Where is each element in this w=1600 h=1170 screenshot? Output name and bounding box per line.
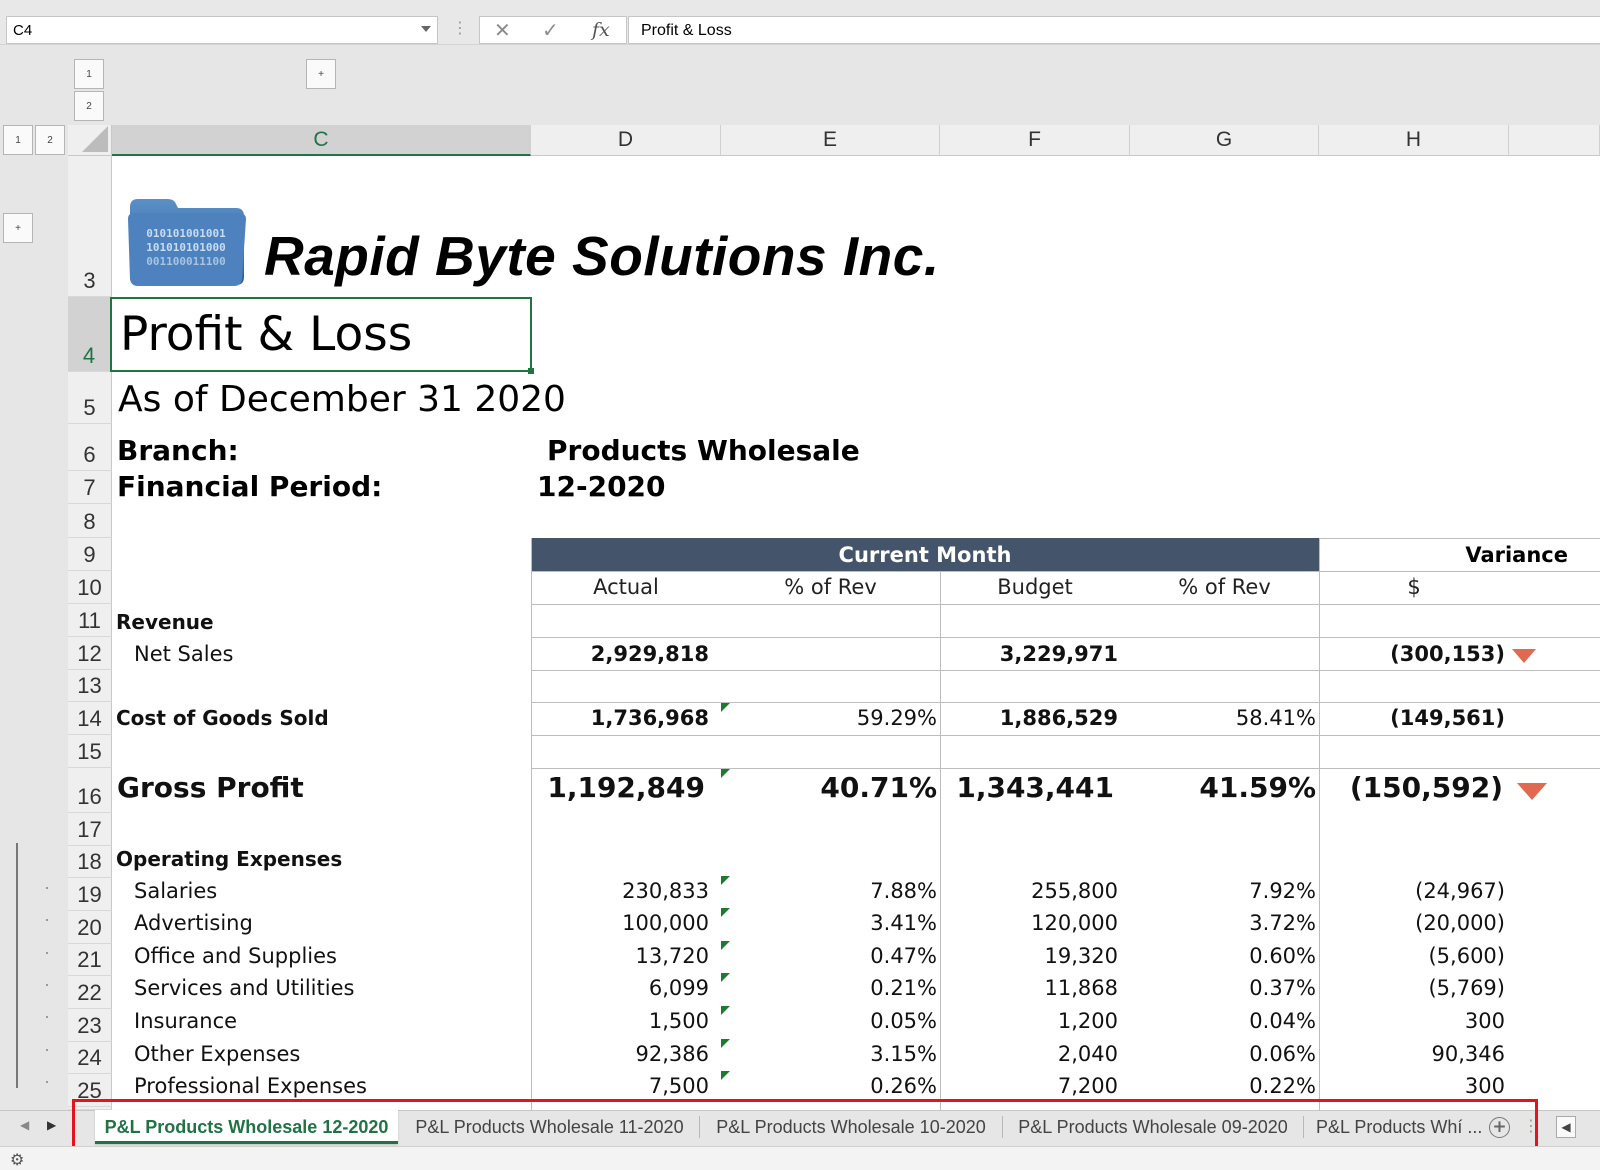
row-header-23[interactable]: 23 [68, 1009, 112, 1042]
expense-budget-pct[interactable]: 0.22% [1249, 1074, 1316, 1098]
tab-scroll-left-icon[interactable]: ◀ [20, 1118, 30, 1132]
expense-budget[interactable]: 255,800 [1031, 879, 1118, 903]
outline-dot [46, 1081, 48, 1083]
add-sheet-icon[interactable]: + [1489, 1117, 1510, 1138]
revenue-label[interactable]: Revenue [116, 610, 214, 634]
expense-label[interactable]: Services and Utilities [134, 976, 355, 1000]
row-header-3[interactable]: 3 [68, 156, 112, 297]
cogs-label[interactable]: Cost of Goods Sold [116, 706, 329, 730]
net-sales-actual[interactable]: 2,929,818 [590, 642, 709, 666]
expense-variance[interactable]: (5,769) [1428, 976, 1505, 1000]
select-all-corner[interactable] [68, 125, 112, 156]
expense-actual[interactable]: 92,386 [635, 1042, 709, 1066]
expense-actual-pct[interactable]: 3.15% [870, 1042, 937, 1066]
gross-profit-actual-pct[interactable]: 40.71% [820, 771, 937, 804]
gross-profit-budget[interactable]: 1,343,441 [956, 771, 1114, 804]
tab-scroll-right-icon[interactable]: ▶ [47, 1118, 57, 1132]
formula-input[interactable]: Profit & Loss [628, 16, 1600, 44]
tab-pl-09-2020[interactable]: P&L Products Wholesale 09-2020 [1018, 1117, 1288, 1137]
outline-group-bar[interactable] [16, 843, 18, 1088]
expense-budget-pct[interactable]: 0.37% [1249, 976, 1316, 1000]
tab-pl-12-2020[interactable]: P&L Products Wholesale 12-2020 [95, 1110, 398, 1144]
row-header-24[interactable]: 24 [68, 1042, 112, 1074]
row-header-25[interactable]: 25 [68, 1074, 112, 1107]
expense-budget-pct[interactable]: 7.92% [1249, 879, 1316, 903]
expense-actual-pct[interactable]: 0.26% [870, 1074, 937, 1098]
expense-actual-pct[interactable]: 0.47% [870, 944, 937, 968]
row-header-9[interactable]: 9 [68, 538, 112, 571]
expense-actual-pct[interactable]: 7.88% [870, 879, 937, 903]
grid-line [531, 670, 1600, 671]
fill-handle[interactable] [528, 368, 534, 374]
expense-actual[interactable]: 230,833 [622, 879, 709, 903]
net-sales-budget[interactable]: 3,229,971 [999, 642, 1118, 666]
logo-binary-line: 010101001001 [146, 227, 226, 240]
status-bar [0, 1146, 1600, 1170]
row-header-7[interactable]: 7 [68, 471, 112, 504]
formula-bar [0, 0, 1600, 45]
row-header-18[interactable]: 18 [68, 846, 112, 878]
more-vertical-icon: ⋮ [452, 18, 468, 37]
row-header-13[interactable]: 13 [68, 670, 112, 702]
column-header-g[interactable]: G [1130, 125, 1319, 156]
expense-budget[interactable]: 1,200 [1057, 1009, 1118, 1033]
tab-bar-splitter[interactable]: ⋮ [1523, 1116, 1539, 1135]
expense-actual[interactable]: 13,720 [635, 944, 709, 968]
grid-line [531, 604, 1600, 605]
report-title[interactable]: Profit & Loss [120, 307, 413, 362]
company-name: Rapid Byte Solutions Inc. [264, 225, 940, 287]
row-header-12[interactable]: 12 [68, 637, 112, 670]
name-box[interactable] [6, 16, 438, 44]
expense-variance[interactable]: (24,967) [1415, 879, 1505, 903]
row-header-21[interactable]: 21 [68, 944, 112, 976]
down-arrow-icon [1517, 783, 1547, 800]
tab-separator [1303, 1116, 1304, 1138]
expense-budget-pct[interactable]: 3.72% [1249, 911, 1316, 935]
outline-dot [46, 887, 48, 889]
budget-header[interactable]: Budget [997, 575, 1073, 599]
chevron-down-icon[interactable] [421, 26, 431, 32]
row-header-11[interactable]: 11 [68, 604, 112, 637]
grid-line [531, 702, 1600, 703]
grid-line [531, 637, 1600, 638]
row-outline-level-2[interactable]: 2 [35, 125, 65, 155]
expense-variance[interactable]: (20,000) [1415, 911, 1505, 935]
cogs-budget-pct[interactable]: 58.41% [1235, 706, 1316, 730]
row-header-15[interactable]: 15 [68, 735, 112, 768]
expense-variance[interactable]: (5,600) [1428, 944, 1505, 968]
cogs-actual[interactable]: 1,736,968 [590, 706, 709, 730]
tab-separator [699, 1116, 700, 1138]
row-header-19[interactable]: 19 [68, 878, 112, 911]
opex-label[interactable]: Operating Expenses [116, 847, 343, 871]
expense-label[interactable]: Professional Expenses [134, 1074, 367, 1098]
expense-label[interactable]: Salaries [134, 879, 218, 903]
row-header-8[interactable]: 8 [68, 504, 112, 538]
cancel-icon[interactable]: ✕ [494, 18, 511, 42]
cogs-variance[interactable]: (149,561) [1390, 706, 1505, 730]
period-value[interactable]: 12-2020 [537, 470, 666, 503]
column-header-e[interactable]: E [721, 125, 940, 156]
scroll-left-icon[interactable]: ◀ [1556, 1116, 1576, 1138]
branch-label[interactable]: Branch: [117, 434, 239, 467]
expense-budget[interactable]: 19,320 [1044, 944, 1118, 968]
cogs-budget[interactable]: 1,886,529 [999, 706, 1118, 730]
tab-pl-more[interactable]: P&L Products Whí ... [1316, 1117, 1483, 1137]
column-outline-level-2[interactable]: 2 [74, 91, 104, 121]
tab-pl-11-2020[interactable]: P&L Products Wholesale 11-2020 [415, 1117, 684, 1137]
outline-dot [46, 919, 48, 921]
row-header-5[interactable]: 5 [68, 372, 112, 424]
row-header-22[interactable]: 22 [68, 976, 112, 1009]
expense-label[interactable]: Advertising [134, 911, 253, 935]
tab-separator [1002, 1116, 1003, 1138]
tab-pl-10-2020[interactable]: P&L Products Wholesale 10-2020 [716, 1117, 986, 1137]
down-arrow-icon [1512, 649, 1536, 663]
company-logo [124, 193, 248, 289]
column-outline-level-1[interactable]: 1 [74, 59, 104, 89]
branch-value[interactable]: Products Wholesale [547, 434, 860, 467]
enter-icon[interactable]: ✓ [542, 18, 559, 42]
expense-budget[interactable]: 2,040 [1057, 1042, 1118, 1066]
column-header-i[interactable] [1509, 125, 1600, 156]
expense-variance[interactable]: 300 [1464, 1009, 1505, 1033]
grid-line [531, 735, 1600, 736]
gross-profit-label[interactable]: Gross Profit [117, 771, 304, 804]
row-outline-area [0, 125, 68, 1110]
expense-budget[interactable]: 11,868 [1044, 976, 1118, 1000]
variance-dollar-header[interactable]: $ [1407, 575, 1421, 599]
row-header-6[interactable]: 6 [68, 424, 112, 471]
expense-variance[interactable]: 300 [1464, 1074, 1505, 1098]
cogs-actual-pct[interactable]: 59.29% [856, 706, 937, 730]
period-label[interactable]: Financial Period: [117, 470, 383, 503]
row-header-4[interactable]: 4 [68, 297, 112, 372]
actual-pct-header[interactable]: % of Rev [784, 575, 877, 599]
column-header-h[interactable]: H [1319, 125, 1509, 156]
expense-budget-pct[interactable]: 0.04% [1249, 1009, 1316, 1033]
column-header-d[interactable]: D [531, 125, 721, 156]
expense-label[interactable]: Other Expenses [134, 1042, 301, 1066]
grid-line [531, 768, 1600, 769]
variance-header[interactable]: Variance [1319, 538, 1600, 571]
outline-dot [46, 1049, 48, 1051]
name-box-value: C4 [13, 22, 33, 39]
actual-header[interactable]: Actual [593, 575, 659, 599]
macro-record-icon[interactable]: ⚙ [10, 1150, 25, 1169]
outline-dot [46, 1016, 48, 1018]
active-cell-border[interactable] [110, 297, 532, 372]
budget-pct-header[interactable]: % of Rev [1178, 575, 1271, 599]
expense-actual-pct[interactable]: 0.05% [870, 1009, 937, 1033]
grid-line [531, 571, 1600, 572]
expense-label[interactable]: Office and Supplies [134, 944, 337, 968]
formula-icons [479, 16, 627, 44]
expense-actual[interactable]: 7,500 [648, 1074, 709, 1098]
expense-label[interactable]: Insurance [134, 1009, 238, 1033]
expense-actual-pct[interactable]: 3.41% [870, 911, 937, 935]
expense-variance[interactable]: 90,346 [1431, 1042, 1505, 1066]
expense-actual[interactable]: 1,500 [648, 1009, 709, 1033]
expense-budget[interactable]: 7,200 [1057, 1074, 1118, 1098]
net-sales-label[interactable]: Net Sales [134, 642, 234, 666]
gross-profit-budget-pct[interactable]: 41.59% [1199, 771, 1316, 804]
row-header-17[interactable]: 17 [68, 813, 112, 846]
row-header-20[interactable]: 20 [68, 911, 112, 944]
column-expand-button[interactable]: + [306, 59, 336, 89]
outline-dot [46, 952, 48, 954]
row-expand-button[interactable]: + [3, 213, 33, 243]
expense-budget-pct[interactable]: 0.06% [1249, 1042, 1316, 1066]
gross-profit-actual[interactable]: 1,192,849 [547, 771, 705, 804]
logo-binary-line: 001100011100 [146, 255, 226, 268]
column-header-c[interactable]: C [112, 125, 531, 156]
column-header-f[interactable]: F [940, 125, 1130, 156]
row-outline-level-1[interactable]: 1 [3, 125, 33, 155]
row-header-10[interactable]: 10 [68, 571, 112, 604]
expense-budget[interactable]: 120,000 [1031, 911, 1118, 935]
report-subtitle[interactable]: As of December 31 2020 [118, 379, 566, 420]
expense-actual-pct[interactable]: 0.21% [870, 976, 937, 1000]
logo-binary-line: 101010101000 [146, 241, 226, 254]
row-header-14[interactable]: 14 [68, 702, 112, 735]
expense-actual[interactable]: 6,099 [648, 976, 709, 1000]
outline-dot [46, 984, 48, 986]
gross-profit-variance[interactable]: (150,592) [1349, 771, 1503, 804]
expense-budget-pct[interactable]: 0.60% [1249, 944, 1316, 968]
current-month-header[interactable]: Current Month [531, 538, 1319, 571]
net-sales-variance[interactable]: (300,153) [1390, 642, 1505, 666]
expense-actual[interactable]: 100,000 [622, 911, 709, 935]
row-header-16[interactable]: 16 [68, 768, 112, 813]
column-outline-area [0, 45, 1600, 125]
function-icon[interactable]: fx [592, 19, 610, 41]
